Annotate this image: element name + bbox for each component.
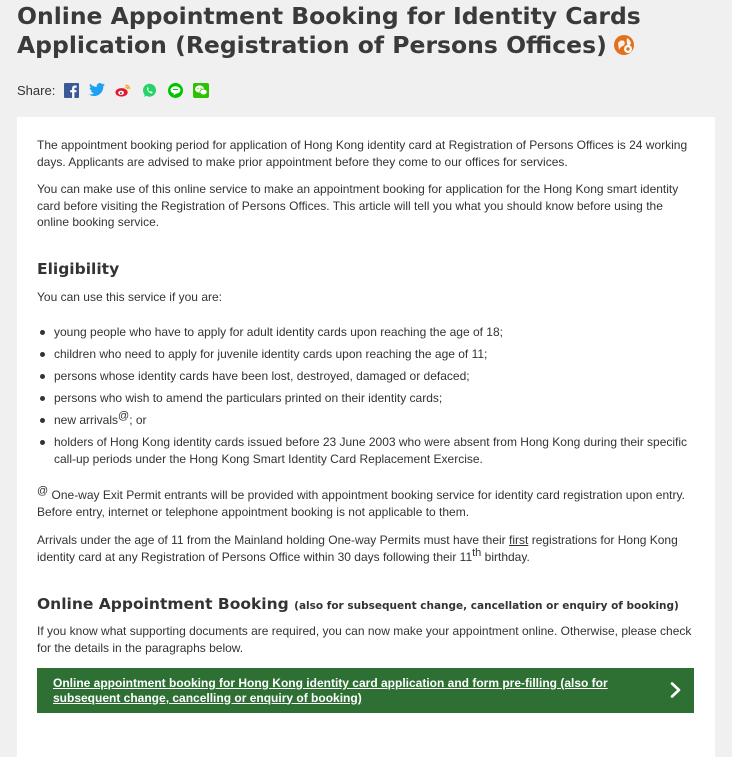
arrivals-paragraph — [37, 532, 693, 565]
footnote-paragraph — [37, 487, 693, 520]
footnote-marker: @ — [118, 410, 130, 422]
eligibility-lead: You can use this service if you are: — [37, 290, 222, 304]
content-card — [17, 117, 715, 757]
list-item-text: new arrivals — [54, 413, 119, 427]
online-booking-button[interactable] — [37, 668, 694, 713]
page-title-line1: Online Appointment Booking for Identity Cards — [17, 2, 641, 30]
chevron-right-icon — [670, 682, 682, 698]
list-item: holders of Hong Kong identity cards issued before 23 June 2003 who were absent from Hong Kong during their specific call-up periods under the Hong Kong Smart Identity Card Replacement Exercise. — [37, 434, 697, 467]
booking-heading-text: Online Appointment Booking — [37, 595, 289, 613]
page-title-line2: Application (Registration of Persons Offices) — [17, 31, 607, 59]
eligibility-list — [37, 324, 697, 473]
ordinal-suffix: th — [472, 546, 482, 559]
booking-lead: If you know what supporting documents are required, you can now make your appointment online. Otherwise, please check for the details in the paragraphs below. — [37, 624, 692, 655]
arrivals-first: first — [509, 533, 529, 547]
booking-heading-sub: (also for subsequent change, cancellation or enquiry of booking) — [294, 600, 679, 612]
online-booking-link[interactable]: Online appointment booking for Hong Kong identity card application and form pre-filling (also for subsequent change, cancelling or enquiry of booking) — [53, 676, 608, 705]
booking-heading — [37, 595, 679, 613]
arrivals-text-a: Arrivals under the age of 11 from the Mainland holding One-way Permits must have their — [37, 533, 510, 547]
line-icon[interactable] — [167, 82, 183, 98]
eligibility-heading: Eligibility — [37, 260, 120, 278]
list-item: young people who have to apply for adult identity cards upon reaching the age of 18; — [37, 324, 697, 341]
list-item: children who need to apply for juvenile identity cards upon reaching the age of 11; — [37, 346, 697, 363]
list-item: persons who wish to amend the particulars printed on their identity cards; — [37, 390, 697, 407]
list-item-tail: ; or — [129, 413, 147, 427]
map-location-icon — [613, 34, 635, 56]
share-bar — [17, 81, 219, 99]
arrivals-text-c: birthday. — [481, 549, 530, 564]
list-item — [37, 412, 697, 429]
weibo-icon[interactable] — [115, 82, 131, 98]
list-item: persons whose identity cards have been lost, destroyed, damaged or defaced; — [37, 368, 697, 385]
twitter-icon[interactable] — [89, 82, 105, 98]
footnote-text: One-way Exit Permit entrants will be provided with appointment booking service for identity card registration upon entry. Before entry, internet or telephone appointment booking is not applicable to them. — [37, 488, 685, 519]
footnote-marker: @ — [37, 485, 49, 497]
page-title — [17, 2, 717, 60]
whatsapp-icon[interactable] — [141, 82, 157, 98]
share-label: Share: — [17, 82, 56, 98]
intro-paragraph-2: You can make use of this online service to make an appointment booking for application for the Hong Kong smart identity card before visiting the Registration of Persons Offices. This article will tell you what you should know before using the online booking service. — [37, 182, 679, 229]
intro-paragraph-1: The appointment booking period for application of Hong Kong identity card at Registration of Persons Offices is 24 working days. Applicants are advised to make prior appointment before they come to our offices for services. — [37, 138, 688, 169]
facebook-icon[interactable] — [63, 82, 79, 98]
arrivals-text-b: registrations for Hong Kong identity card at any Registration of Persons Office within 30 days following their 11 — [37, 533, 678, 564]
wechat-icon[interactable] — [193, 82, 209, 98]
